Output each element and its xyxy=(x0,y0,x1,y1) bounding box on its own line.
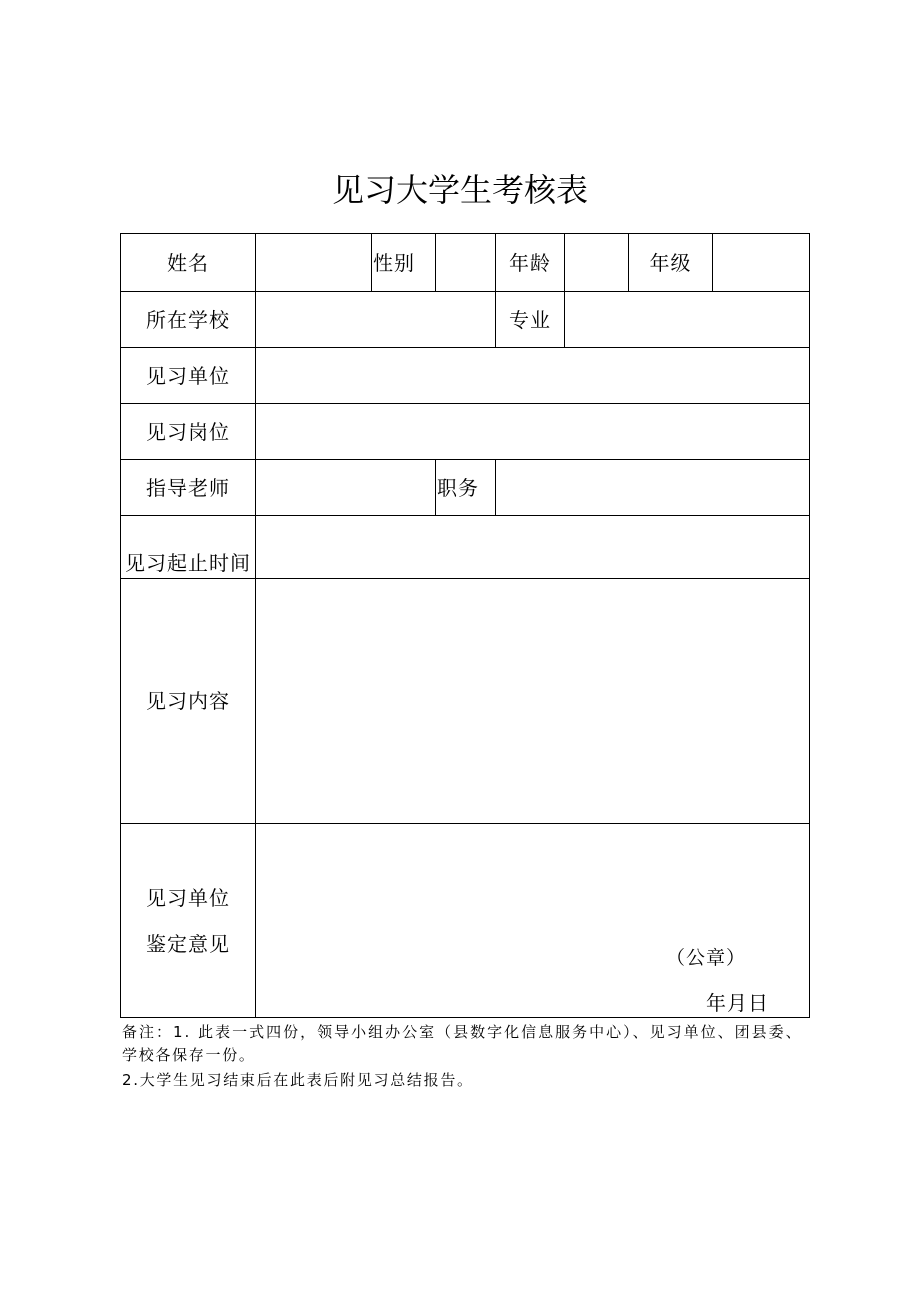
post-label: 见习岗位 xyxy=(120,403,256,460)
grade-label: 年级 xyxy=(628,233,713,292)
form-title: 见习大学生考核表 xyxy=(331,171,588,209)
unit-value-cell xyxy=(255,347,810,404)
appraisal-label-line-2: 鉴定意见 xyxy=(146,931,230,956)
note-line-1: 备注：1. 此表一式四份，领导小组办公室（县数字化信息服务中心）、见习单位、团县委、 xyxy=(122,1023,803,1041)
school-value-cell xyxy=(255,291,496,348)
major-value-cell xyxy=(564,291,810,348)
age-value-cell xyxy=(564,233,629,292)
note-line-3: 2.大学生见习结束后在此表后附见习总结报告。 xyxy=(122,1071,474,1089)
note-line-2: 学校各保存一份。 xyxy=(122,1046,256,1064)
appraisal-label-line-1: 见习单位 xyxy=(146,885,230,910)
gender-value-cell xyxy=(435,233,496,292)
period-label: 见习起止时间 xyxy=(120,515,256,579)
name-value-cell xyxy=(255,233,372,292)
mentor-value-cell xyxy=(255,459,436,516)
grade-value-cell xyxy=(712,233,810,292)
gender-label: 性别 xyxy=(371,233,436,292)
content-value-cell xyxy=(255,578,810,824)
school-label: 所在学校 xyxy=(120,291,256,348)
official-seal-text: （公章） xyxy=(666,947,747,969)
appraisal-value-cell xyxy=(255,823,810,1018)
name-label: 姓名 xyxy=(120,233,256,292)
unit-label: 见习单位 xyxy=(120,347,256,404)
major-label: 专业 xyxy=(495,291,565,348)
appraisal-date-text: 年月日 xyxy=(706,991,769,1015)
appraisal-label xyxy=(120,823,256,1018)
mentor-label: 指导老师 xyxy=(120,459,256,516)
post-value-cell xyxy=(255,403,810,460)
mentor-title-label: 职务 xyxy=(435,459,496,516)
assessment-form-table xyxy=(120,233,810,1018)
mentor-title-value-cell xyxy=(495,459,810,516)
age-label: 年龄 xyxy=(495,233,565,292)
content-label: 见习内容 xyxy=(120,578,256,824)
period-value-cell xyxy=(255,515,810,579)
